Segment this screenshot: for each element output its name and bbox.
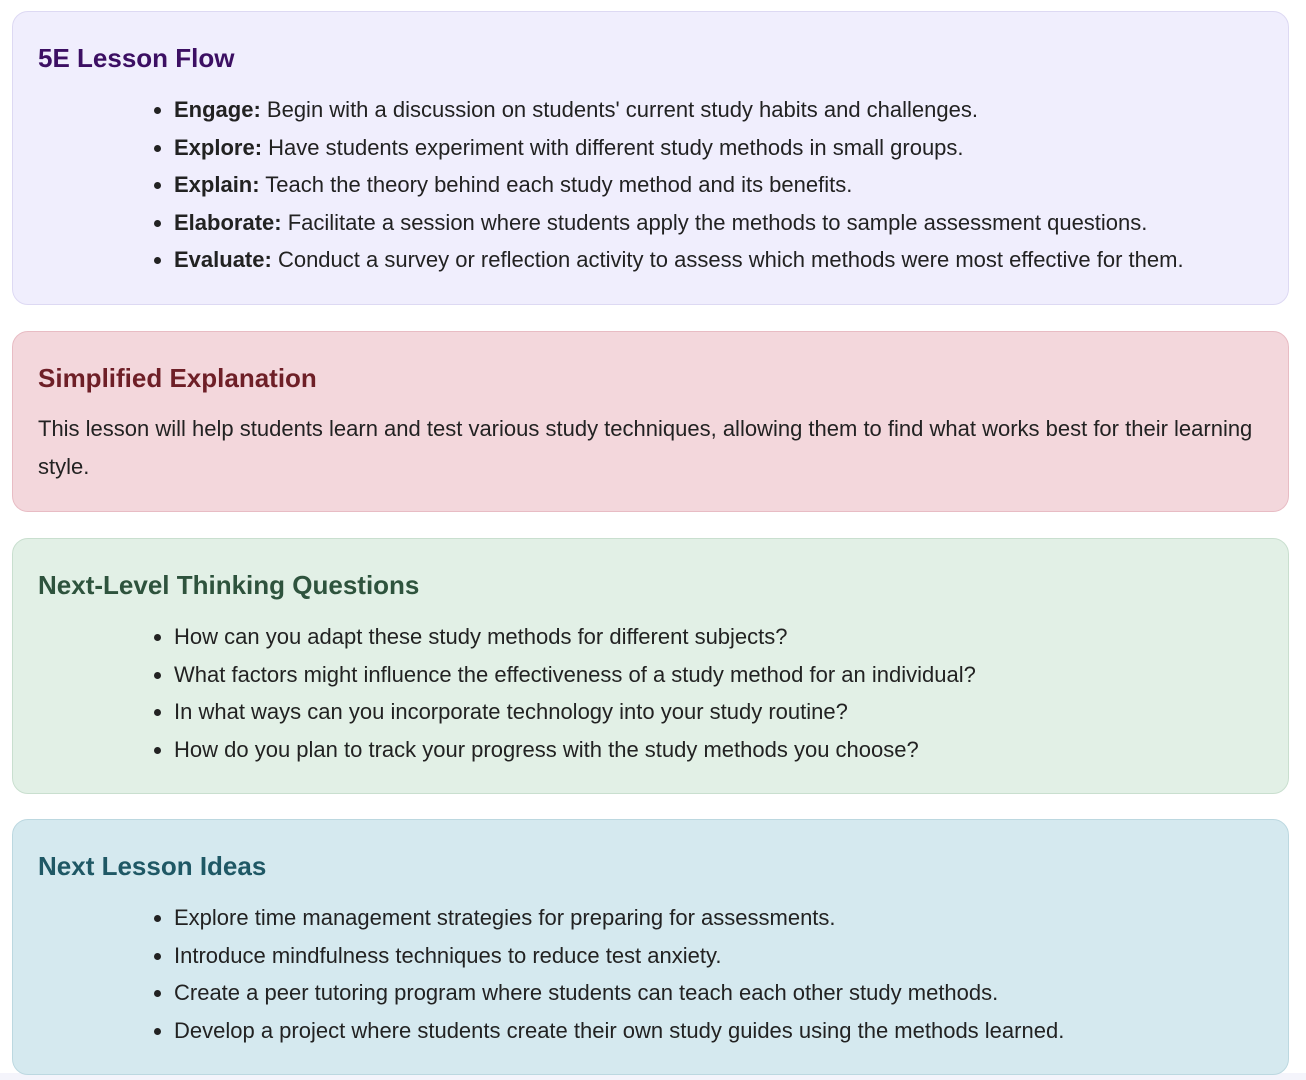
simplified-explanation-title: Simplified Explanation bbox=[38, 363, 317, 393]
thinking-questions-list bbox=[148, 618, 976, 768]
list-item: • How can you adapt these study methods for different subjects? bbox=[174, 618, 976, 656]
lesson-flow-list bbox=[148, 91, 1184, 279]
list-item-evaluate bbox=[174, 241, 1184, 279]
list-item-text: Conduct a survey or reflection activity to assess which methods were most effective for them. bbox=[271, 247, 1184, 273]
list-item-explore bbox=[174, 129, 1184, 167]
list-item-term: Engage: bbox=[174, 97, 261, 122]
list-item: • Create a peer tutoring program where students can teach each other study methods. bbox=[174, 974, 1064, 1012]
list-item: • Introduce mindfulness techniques to reduce test anxiety. bbox=[174, 937, 1064, 975]
list-item-text: Have students experiment with different study methods in small groups. bbox=[262, 134, 964, 160]
list-item: • Develop a project where students create their own study guides using the methods learned. bbox=[174, 1012, 1064, 1050]
list-item-engage bbox=[174, 91, 1184, 129]
lesson-flow-title: 5E Lesson Flow bbox=[38, 43, 235, 73]
thinking-questions-title: Next-Level Thinking Questions bbox=[38, 570, 420, 600]
list-item: • How do you plan to track your progress with the study methods you choose? bbox=[174, 731, 976, 769]
list-item-term: Explore: bbox=[174, 134, 263, 160]
list-item-text: Facilitate a session where students apply the methods to sample assessment questions. bbox=[281, 209, 1148, 235]
list-item-elaborate bbox=[174, 204, 1184, 242]
simplified-explanation-card bbox=[12, 331, 1289, 512]
lesson-flow-card bbox=[12, 11, 1289, 305]
list-item-term: Elaborate: bbox=[174, 209, 282, 235]
list-item: • What factors might influence the effectiveness of a study method for an individual? bbox=[174, 656, 976, 694]
list-item-text: Begin with a discussion on students' current study habits and challenges. bbox=[260, 97, 978, 122]
list-item-term: Explain: bbox=[174, 172, 260, 198]
next-lesson-ideas-list bbox=[148, 899, 1064, 1049]
thinking-questions-card bbox=[12, 538, 1289, 794]
list-item: • In what ways can you incorporate technology into your study routine? bbox=[174, 693, 976, 731]
next-lesson-ideas-title: Next Lesson Ideas bbox=[38, 851, 267, 881]
list-item-text: Teach the theory behind each study method and its benefits. bbox=[259, 172, 853, 198]
simplified-explanation-text: This lesson will help students learn and test various study techniques, allowing them to find what works best for their learning style. bbox=[38, 416, 1253, 479]
list-item: • Explore time management strategies for preparing for assessments. bbox=[174, 899, 1064, 937]
list-item-term: Evaluate: bbox=[174, 247, 272, 273]
list-item-explain bbox=[174, 166, 1184, 204]
next-lesson-ideas-card bbox=[12, 819, 1289, 1075]
